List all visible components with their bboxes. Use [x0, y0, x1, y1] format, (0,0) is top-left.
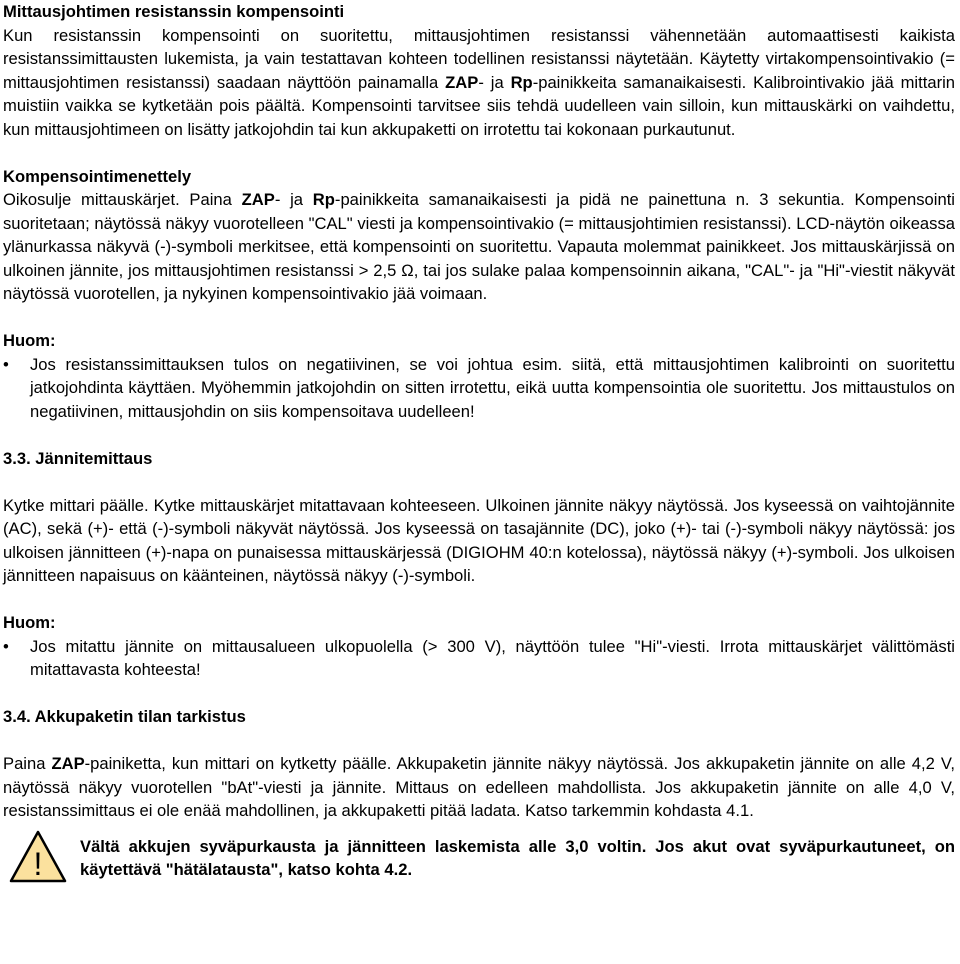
voltage-paragraph: Kytke mittari päälle. Kytke mittauskärjet mitattavaan kohteeseen. Ulkoinen jännite näkyy näytössä. Jos kyseessä on vaihtojännite (AC), sekä (+)- että (-)-symboli näkyvät näytössä. Jos kyseessä on tasajännite (DC), joko (+)- tai (-)-symboli näkyy näytössä: jos ulkoisen jännitteen (+)-napa on punaisessa mittauskärjessä (DIGIOHM 40:n kotelossa), näytössä näkyy (+)-symboli. Jos ulkoisen jännitteen napaisuus on käänteinen, näytössä näkyy (-)-symboli. [3, 495, 955, 585]
warning-triangle-icon [9, 830, 67, 883]
compensation-paragraph [3, 24, 955, 142]
spacer [3, 141, 955, 165]
note-list-item [3, 635, 955, 682]
rp-key-label: Rp [510, 72, 533, 92]
bullet-icon: • [3, 354, 9, 374]
spacer [3, 306, 955, 330]
text-run: - ja [478, 72, 511, 92]
procedure-paragraph [3, 188, 955, 306]
rp-key-label: Rp [312, 190, 335, 209]
spacer [3, 470, 955, 494]
battery-paragraph [3, 752, 955, 823]
svg-text:!: ! [33, 845, 43, 882]
warning-text: Vältä akkujen syväpurkausta ja jännitteen laskemista alle 3,0 voltin. Jos akut ovat syväpurkautuneet, on käytettävä "hätälatausta", katso kohta 4.2. [80, 836, 955, 879]
text-run: -painikkeita samanaikaisesti. Kalibrointivakio jää mittarin muistiin vaikka se kytketään pois päältä. Kompensointi tarvitsee siis tehdä uudelleen vain silloin, kun mittauskärki on vaihdettu, kun mittausjohtimeen on lisätty jatkojohdin tai kun akkupaketti on irrotettu tai kokonaan purkautunut. [3, 72, 956, 139]
note-text: Jos resistanssimittauksen tulos on negatiivinen, se voi johtua esim. siitä, että mittausjohtimen kalibrointi on suoritettu jatkojohdinta käyttäen. Myöhemmin jatkojohdin on sitten irrotettu, eikä uutta kompensointia ole suoritettu. Jos mittaustulos on negatiivinen, mittausjohdin on siis kompensoitava uudelleen! [30, 354, 955, 421]
text-run: Oikosulje mittauskärjet. Paina [3, 190, 242, 209]
zap-key-label: ZAP [445, 72, 479, 92]
spacer [3, 682, 955, 706]
zap-key-label: ZAP [241, 190, 275, 209]
note-list-item [3, 353, 955, 424]
warning-box [3, 835, 955, 891]
spacer [3, 729, 955, 753]
text-run: - ja [274, 190, 313, 209]
spacer [3, 423, 955, 447]
note-label: Huom: [3, 613, 56, 632]
zap-key-label: ZAP [51, 754, 85, 773]
section-title-compensation: Mittausjohtimen resistanssin kompensointi [3, 2, 345, 21]
text-run: Kun resistanssin kompensointi on suoritettu, mittausjohtimen resistanssi vähennetään automaattisesti kaikista resistanssimittausten lukemista, ja vain testattavan kohteen todellinen resistanssi näytetään. Käytetty virtakompensointivakio (= mittausjohtimen resistanssi) saadaan näyttöön painamalla [3, 25, 955, 92]
document-page [3, 0, 955, 891]
section-title-voltage: 3.3. Jännitemittaus [3, 448, 153, 468]
section-title-procedure: Kompensointimenettely [3, 166, 192, 186]
note-label: Huom: [3, 331, 56, 350]
text-run: Paina [3, 754, 52, 773]
text-run: -painikkeita samanaikaisesti ja pidä ne painettuna n. 3 sekuntia. Kompensointi suoritetaan; näytössä näkyy vuorotelleen "CAL" viesti ja kompensointivakio (= mittausjohtimien resistanssi). LCD-näytön oikeassa ylänurkassa näkyvä (-)-symboli merkitsee, että kompensointi on suoritettu. Vapauta molemmat painikkeet. Jos mittauskärjissä on ulkoinen jännite, jos mittausjohtimen resistanssi > 2,5 Ω, tai jos sulake palaa kompensoinnin aikana, "CAL"- ja "Hi"-viestit näkyvät näytössä vuorotellen, ja nykyinen kompensointivakio jää voimaan. [3, 190, 955, 303]
section-title-battery: 3.4. Akkupaketin tilan tarkistus [3, 707, 246, 726]
spacer [3, 588, 955, 612]
text-run: -painiketta, kun mittari on kytketty päälle. Akkupaketin jännite näkyy näytössä. Jos akkupaketin jännite on alle 4,2 V, näytössä näkyy vuorotellen "bAt"-viesti ja jännite. Mittaus on edelleen mahdollista. Jos akkupaketin jännite on alle 4,0 V, resistanssimittaus ei ole enää mahdollinen, ja akkupaketti pitää ladata. Katso tarkemmin kohdasta 4.1. [3, 754, 955, 820]
note-text: Jos mitattu jännite on mittausalueen ulkopuolella (> 300 V), näyttöön tulee "Hi"-viesti. Irrota mittauskärjet välittömästi mitattavasta kohteesta! [30, 636, 955, 679]
bullet-icon: • [3, 636, 9, 656]
